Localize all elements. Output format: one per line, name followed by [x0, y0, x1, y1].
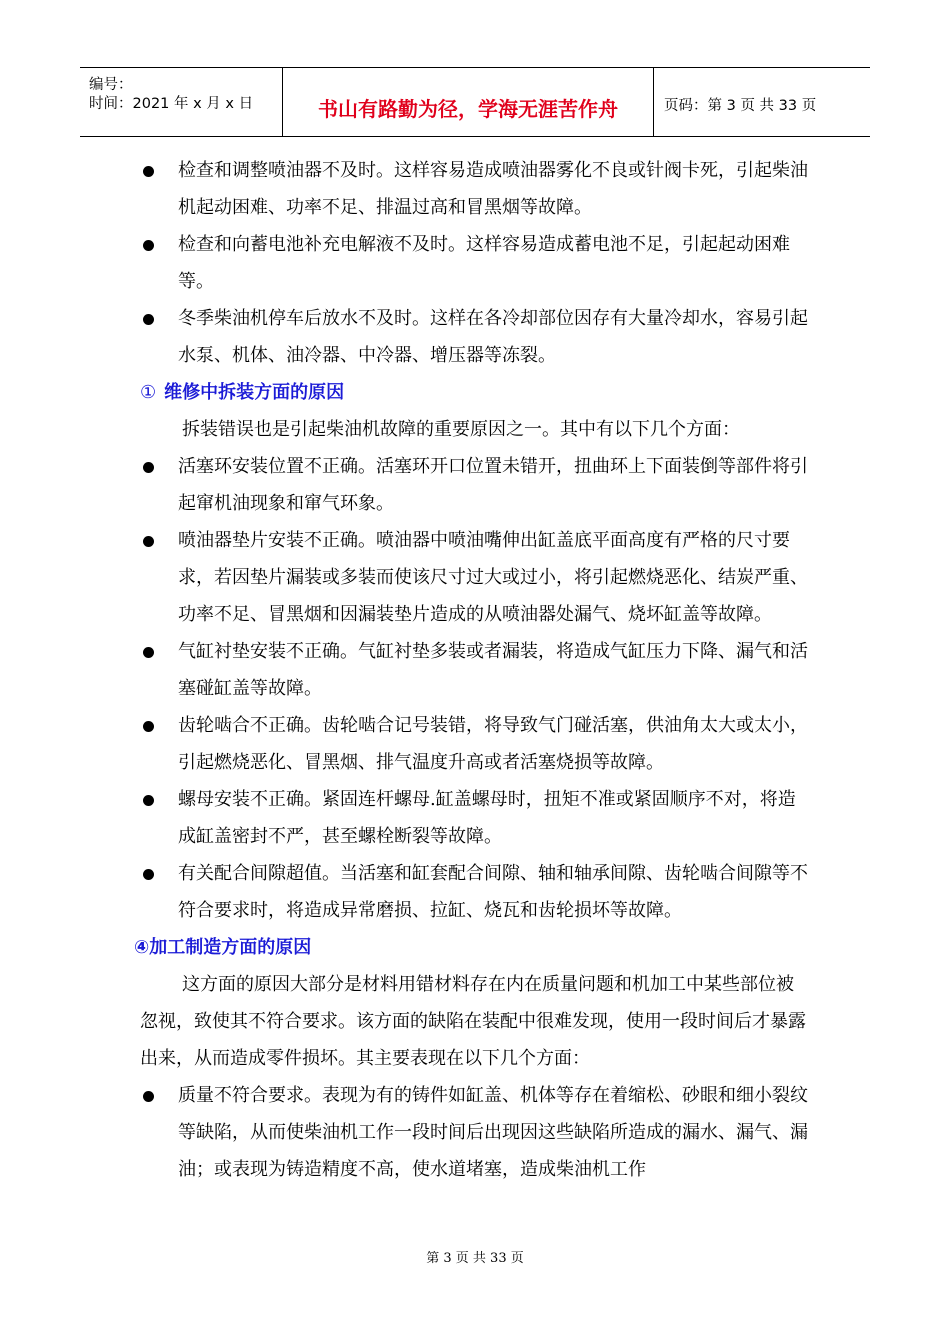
- list-item: [140, 855, 808, 929]
- bullet-icon: [143, 869, 154, 880]
- list-item-text: 质量不符合要求。表现为有的铸件如缸盖、机体等存在着缩松、砂眼和细小裂纹等缺陷，从而使柴油机工作一段时间后出现因这些缺陷所造成的漏水、漏气、漏油；或表现为铸造精度不高，使水道堵塞，造成柴油机工作: [178, 1085, 808, 1180]
- list-item: [140, 448, 808, 522]
- document-body: [134, 152, 808, 1188]
- section-heading-manufacturing: ④加工制造方面的原因: [134, 937, 312, 958]
- header-info-cell: [80, 68, 283, 136]
- bullet-icon: [143, 314, 154, 325]
- bullet-icon: [143, 166, 154, 177]
- list-item-text: 喷油器垫片安装不正确。喷油器中喷油嘴伸出缸盖底平面高度有严格的尺寸要求，若因垫片漏装或多装而使该尺寸过大或过小，将引起燃烧恶化、结炭严重、功率不足、冒黑烟和因漏装垫片造成的从喷油器处漏气、烧坏缸盖等故障。: [178, 530, 808, 625]
- list-item: [140, 152, 808, 226]
- section-number: ①: [140, 382, 157, 403]
- bullet-icon: [143, 240, 154, 251]
- list-item: [140, 781, 808, 855]
- list-item: [140, 1077, 808, 1188]
- list-item-text: 检查和调整喷油器不及时。这样容易造成喷油器雾化不良或针阀卡死，引起柴油机起动困难、功率不足、排温过高和冒黑烟等故障。: [178, 160, 808, 218]
- section-title: 维修中拆装方面的原因: [164, 382, 345, 403]
- document-number-label: 编号：: [89, 77, 133, 93]
- header-page-cell: [654, 68, 870, 136]
- section-heading-disassembly: [140, 374, 808, 411]
- document-time-label: 时间：2021 年 x 月 x 日: [89, 96, 254, 112]
- bullet-icon: [143, 1091, 154, 1102]
- section-intro-paragraph: 这方面的原因大部分是材料用错材料存在内在质量问题和机加工中某些部位被忽视，致使其不符合要求。该方面的缺陷在装配中很难发现，使用一段时间后才暴露出来，从而造成零件损坏。其主要表现在以下几个方面：: [140, 974, 806, 1069]
- bullet-icon: [143, 647, 154, 658]
- list-item: [140, 633, 808, 707]
- list-item-text: 气缸衬垫安装不正确。气缸衬垫多装或者漏装，将造成气缸压力下降、漏气和活塞碰缸盖等故障。: [178, 641, 808, 699]
- list-item: [140, 300, 808, 374]
- section-intro-paragraph: 拆装错误也是引起柴油机故障的重要原因之一。其中有以下几个方面：: [182, 419, 740, 440]
- header-motto: 书山有路勤为径，学海无涯苦作舟: [318, 97, 618, 121]
- list-item: [140, 707, 808, 781]
- page-header: [80, 67, 870, 137]
- bullet-icon: [143, 721, 154, 732]
- list-item-text: 活塞环安装位置不正确。活塞环开口位置未错开，扭曲环上下面装倒等部件将引起窜机油现象和窜气环象。: [178, 456, 808, 514]
- list-item-text: 齿轮啮合不正确。齿轮啮合记号装错，将导致气门碰活塞，供油角太大或太小，引起燃烧恶化、冒黑烟、排气温度升高或者活塞烧损等故障。: [178, 715, 808, 773]
- page-footer: 第 3 页 共 33 页: [426, 1251, 524, 1266]
- list-item: [140, 522, 808, 633]
- header-page-number: 页码：第 3 页 共 33 页: [664, 98, 817, 114]
- bullet-icon: [143, 462, 154, 473]
- bullet-icon: [143, 795, 154, 806]
- list-item-text: 螺母安装不正确。紧固连杆螺母.缸盖螺母时，扭矩不准或紧固顺序不对，将造成缸盖密封不严，甚至螺栓断裂等故障。: [178, 789, 796, 847]
- list-item-text: 有关配合间隙超值。当活塞和缸套配合间隙、轴和轴承间隙、齿轮啮合间隙等不符合要求时，将造成异常磨损、拉缸、烧瓦和齿轮损坏等故障。: [178, 863, 808, 921]
- list-item-text: 冬季柴油机停车后放水不及时。这样在各冷却部位因存有大量冷却水，容易引起水泵、机体、油冷器、中冷器、增压器等冻裂。: [178, 308, 808, 366]
- list-item-text: 检查和向蓄电池补充电解液不及时。这样容易造成蓄电池不足，引起起动困难等。: [178, 234, 790, 292]
- header-motto-cell: [283, 68, 654, 136]
- list-item: [140, 226, 808, 300]
- bullet-icon: [143, 536, 154, 547]
